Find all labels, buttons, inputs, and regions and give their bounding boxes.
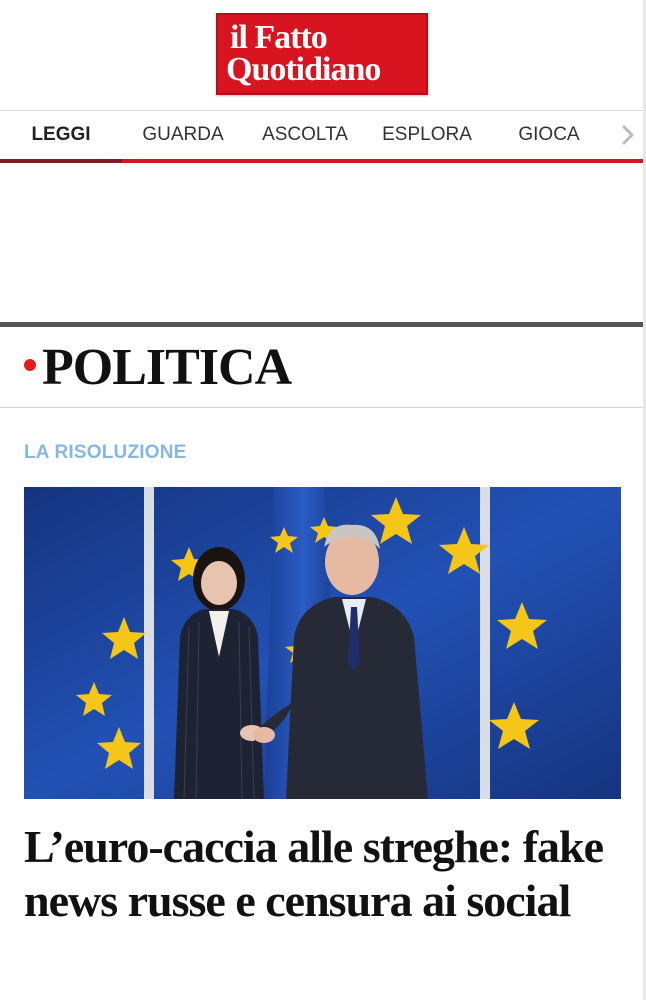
site-header [0, 0, 646, 110]
nav-active-indicator [0, 159, 122, 163]
ad-placeholder [0, 165, 646, 322]
section-divider [0, 407, 646, 408]
nav-item-ascolta[interactable]: ASCOLTA [262, 124, 348, 145]
logo-text-line2: Quotidiano [226, 51, 381, 88]
site-logo[interactable] [216, 13, 428, 95]
nav-item-gioca[interactable]: GIOCA [518, 124, 580, 145]
main-nav [0, 111, 646, 165]
section-dot-icon [24, 359, 36, 371]
section-title[interactable]: POLITICA [42, 339, 292, 396]
logo-text-line1: il Fatto [230, 19, 327, 56]
nav-item-guarda[interactable]: GUARDA [142, 124, 224, 145]
article-kicker[interactable]: LA RISOLUZIONE [24, 442, 187, 463]
chevron-right-icon[interactable] [614, 121, 642, 149]
nav-item-esplora[interactable]: ESPLORA [382, 124, 472, 145]
photo-illustration [24, 487, 621, 799]
nav-item-leggi[interactable]: LEGGI [31, 124, 91, 145]
article-photo[interactable] [24, 487, 621, 799]
section-header [0, 327, 646, 407]
article-headline[interactable]: L’euro-caccia alle streghe: fake news russe e censura ai social [24, 821, 604, 926]
